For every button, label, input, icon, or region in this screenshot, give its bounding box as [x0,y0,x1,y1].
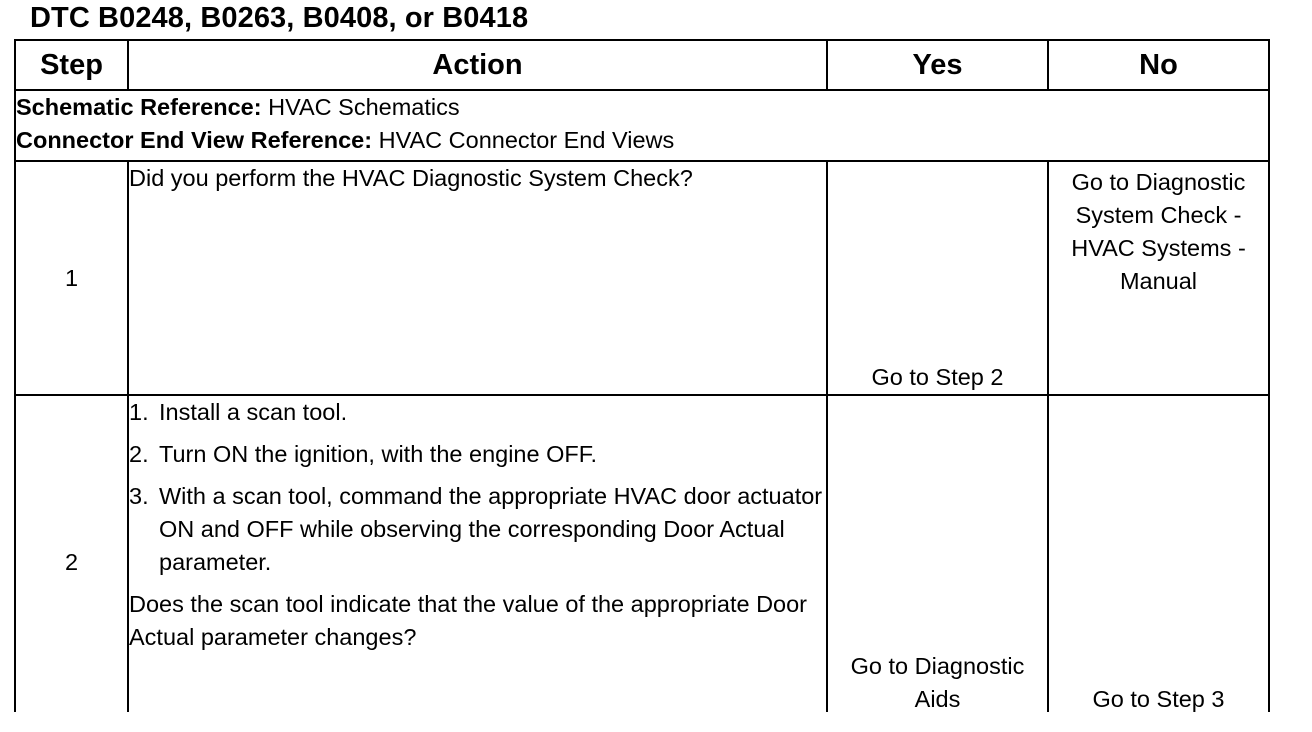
reference-row [15,90,1269,161]
header-action: Action [128,40,827,90]
table-row [15,161,1269,395]
document-title: DTC B0248, B0263, B0408, or B0418 [30,2,529,34]
action-question: Does the scan tool indicate that the value of the appropriate Door Actual parameter changes? [129,591,808,650]
diagnostic-table [14,39,1270,728]
schematic-reference-link[interactable]: HVAC Schematics [268,94,460,120]
connector-reference [16,124,1268,157]
action-text: Did you perform the HVAC Diagnostic System Check? [128,161,827,395]
page-bottom-mask [0,712,1312,732]
step-number: 1 [15,161,128,395]
yes-result-link[interactable]: Go to Step 2 [827,161,1048,395]
no-result-link[interactable]: Go to Step 3 [1048,395,1269,728]
header-step: Step [15,40,128,90]
header-no: No [1048,40,1269,90]
table-row [15,395,1269,728]
yes-result-link[interactable]: Go to Diagnostic Aids [827,395,1048,728]
connector-reference-link[interactable]: HVAC Connector End Views [378,127,675,153]
connector-reference-label: Connector End View Reference: [16,127,373,153]
schematic-reference-label: Schematic Reference: [16,94,262,120]
table-header-row [15,40,1269,90]
step-number: 2 [15,395,128,728]
header-yes: Yes [827,40,1048,90]
no-result-link[interactable]: Go to Diagnostic System Check - HVAC Systems - Manual [1048,161,1269,395]
substep-list [129,396,826,579]
reference-cell [15,90,1269,161]
substep-item: 1. Install a scan tool. [129,399,348,425]
substep-item: 2. Turn ON the ignition, with the engine OFF. [129,441,598,467]
substep-item: 3. With a scan tool, command the appropriate HVAC door actuator ON and OFF while observing the corresponding Door Actual parameter. [129,483,823,575]
action-cell [128,395,827,728]
schematic-reference [16,91,1268,124]
